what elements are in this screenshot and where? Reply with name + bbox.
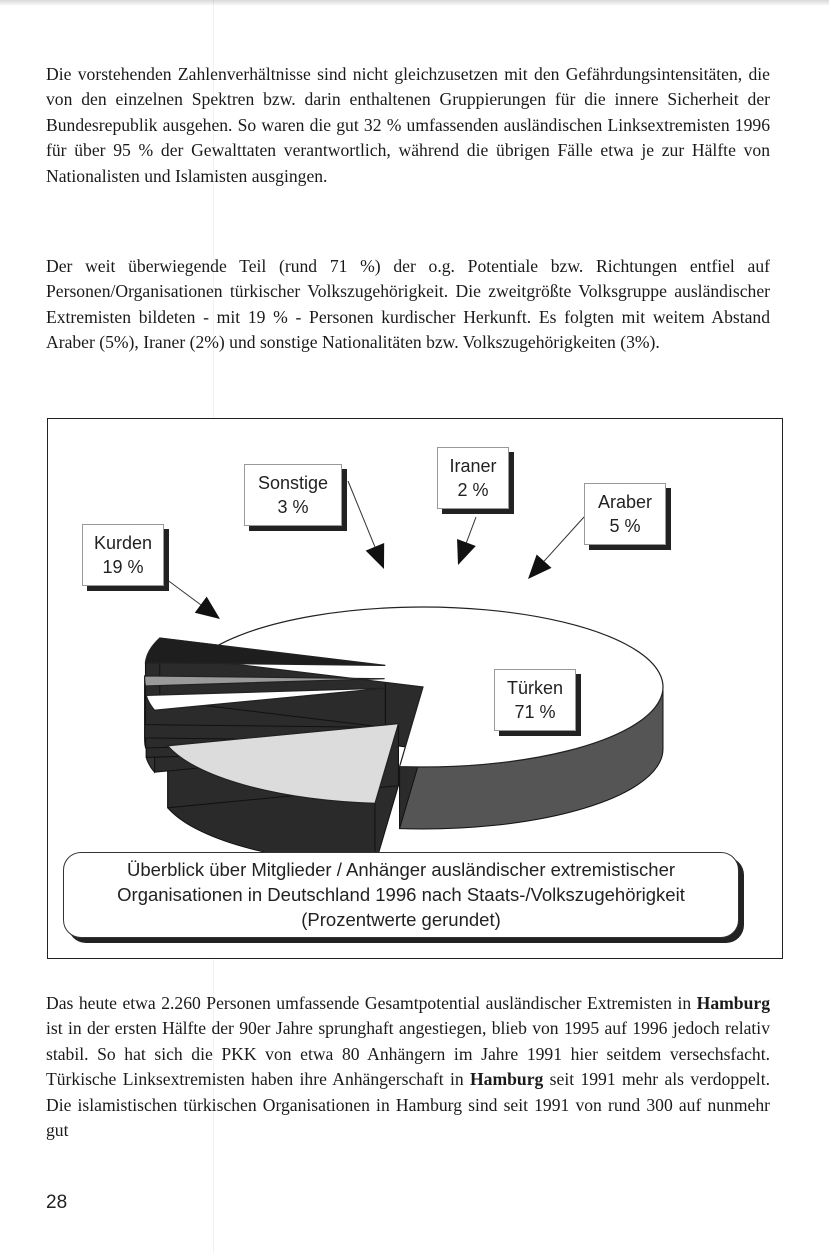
page-top-edge (0, 0, 829, 6)
page-number: 28 (46, 1192, 68, 1213)
label-araber-value: 5 % (609, 516, 641, 536)
paragraph-intro: Die vorstehenden Zahlenverhältnisse sind nicht gleichzusetzen mit den Gefährdungsintensitäten, die von den einzelnen Spektren bzw. darin enthaltenen Gruppierungen für die innere Sicherheit der Bundesrepublik ausgehen. So waren die gut 32 % umfassenden ausländischen Linksextremisten 1996 für über 95 % der Gewalttaten verantwortlich, während die übrigen Fälle etwa je zur Hälfte von Nationalisten und Islamisten ausgingen. (46, 64, 770, 186)
arrow-sonstige-line (348, 481, 375, 547)
paragraph-nationalities: Der weit überwiegende Teil (rund 71 %) der o.g. Potentiale bzw. Richtungen entfiel auf Personen/Organisationen türkischer Volkszugehörigkeit. Die zweitgrößte Volksgruppe ausländischer Extremisten bildeten - mit 19 % - Personen kurdischer Herkunft. Es folgten mit weitem Abstand Araber (5%), Iraner (2%) und sonstige Nationalitäten bzw. Volkszugehörigkeiten (3%). (46, 256, 770, 353)
paragraph-hamburg-part-1: Das heute etwa 2.260 Personen umfassende Gesamtpotential ausländischer Extremisten in (46, 993, 697, 1013)
pie-chart-figure (47, 418, 783, 959)
chart-title-line-1: Überblick über Mitglieder / Anhänger ausländischer extremistischer (126, 859, 676, 880)
paragraph-hamburg (46, 991, 770, 1143)
paragraph-hamburg-part-2: ist in der ersten Hälfte der 90er Jahre sprunghaft angestiegen, blieb von 1995 auf 1996 jedoch relativ stabil. So hat sich die PKK von etwa 80 Anhängern im Jahre 1991 hier seitdem versechsfacht. Türkische Linksextremisten haben ihre Anhängerschaft in (46, 1018, 770, 1090)
chart-title-line-3: (Prozentwerte gerundet) (301, 909, 501, 930)
label-tuerken-value: 71 % (514, 702, 556, 722)
label-iraner (437, 447, 509, 509)
arrow-kurden-line (166, 579, 201, 605)
arrow-kurden-head (195, 597, 220, 619)
label-tuerken-name: Türken (506, 678, 564, 698)
label-iraner-name: Iraner (449, 456, 497, 476)
hamburg-bold-2: Hamburg (470, 1069, 544, 1090)
label-kurden-name: Kurden (93, 533, 153, 553)
arrow-araber-head (528, 554, 552, 579)
label-sonstige-name: Sonstige (257, 473, 329, 493)
chart-title (63, 852, 739, 938)
label-kurden (82, 524, 164, 586)
label-sonstige-value: 3 % (277, 497, 309, 517)
chart-title-line-2: Organisationen in Deutschland 1996 nach Staats-/Volkszugehörigkeit (117, 884, 685, 905)
pie-pointers (166, 481, 584, 619)
label-tuerken (494, 669, 576, 731)
arrow-iraner-head (457, 539, 476, 565)
arrow-sonstige-head (366, 543, 385, 569)
arrow-iraner-line (466, 517, 476, 543)
label-sonstige (244, 464, 342, 526)
hamburg-bold-1: Hamburg (696, 993, 770, 1013)
paragraph-hamburg-part-3: seit 1991 mehr als verdoppelt. Die islamistischen türkischen Organisationen in Hamburg sind seit 1991 von rund 300 auf nunmehr gut (46, 1069, 770, 1141)
label-araber (584, 483, 666, 545)
label-araber-name: Araber (597, 492, 653, 512)
label-kurden-value: 19 % (102, 557, 144, 577)
label-iraner-value: 2 % (457, 480, 489, 500)
arrow-araber-line (544, 517, 584, 561)
